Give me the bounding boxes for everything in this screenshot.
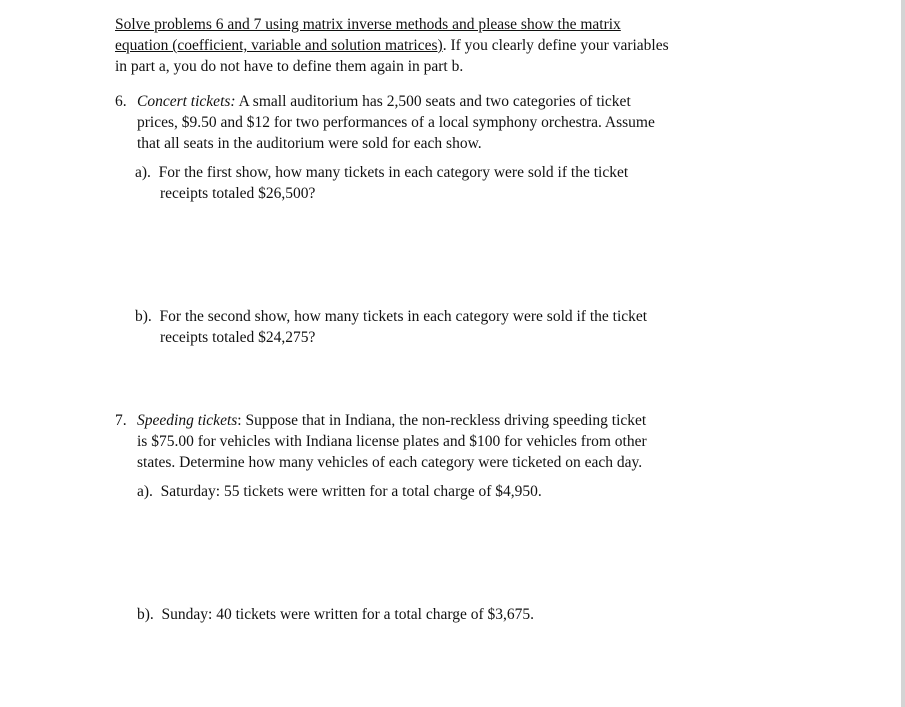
problem-6b-text-1: For the second show, how many tickets in each category were sold if the ticket bbox=[159, 308, 648, 325]
problem-6 bbox=[115, 91, 655, 154]
problem-6b-line-2: receipts totaled $24,275? bbox=[160, 329, 316, 346]
problem-6-text-1: A small auditorium has 2,500 seats and two categories of ticket bbox=[235, 93, 631, 110]
problem-6a-line-1 bbox=[135, 162, 628, 183]
problem-6b-line-1 bbox=[135, 306, 647, 327]
problem-7a-text: Saturday: 55 tickets were written for a total charge of $4,950. bbox=[160, 483, 542, 500]
problem-7-line-2: is $75.00 for vehicles with Indiana license plates and $100 for vehicles from other bbox=[137, 433, 647, 450]
problem-6-line-3: that all seats in the auditorium were sold for each show. bbox=[137, 135, 482, 152]
instructions-underlined-1: Solve problems 6 and 7 using matrix inverse methods and please show the matrix bbox=[115, 16, 621, 33]
instructions-rest: . If you clearly define your variables bbox=[442, 37, 669, 54]
problem-7-line-3: states. Determine how many vehicles of each category were ticketed on each day. bbox=[137, 454, 643, 471]
problem-7b-text: Sunday: 40 tickets were written for a total charge of $3,675. bbox=[161, 606, 535, 623]
problem-7-part-a bbox=[137, 481, 542, 502]
problem-7-title-colon: : bbox=[237, 412, 242, 429]
problem-7-text-1: Suppose that in Indiana, the non-reckless driving speeding ticket bbox=[241, 412, 647, 429]
problem-6-line-1 bbox=[115, 91, 655, 112]
page-edge bbox=[901, 0, 905, 707]
problem-7b-label: b). bbox=[137, 606, 154, 623]
instructions-line-1 bbox=[115, 14, 669, 35]
problem-6-number: 6. bbox=[115, 93, 127, 110]
problem-7-part-b bbox=[137, 604, 534, 625]
instructions-underlined-2: equation (coefficient, variable and solution matrices) bbox=[115, 37, 443, 54]
problem-6b-label: b). bbox=[135, 308, 152, 325]
instructions-line-3: in part a, you do not have to define them again in part b. bbox=[115, 58, 464, 75]
problem-7-number: 7. bbox=[115, 412, 127, 429]
problem-6-line-2: prices, $9.50 and $12 for two performances of a local symphony orchestra. Assume bbox=[137, 114, 655, 131]
problem-6a-line-2: receipts totaled $26,500? bbox=[160, 185, 316, 202]
instructions-line-2 bbox=[115, 35, 669, 56]
instructions bbox=[115, 14, 669, 77]
problem-6a-label: a). bbox=[135, 164, 151, 181]
problem-7 bbox=[115, 410, 647, 473]
problem-6-part-a bbox=[135, 162, 628, 204]
problem-7-line-1 bbox=[115, 410, 647, 431]
problem-7a-label: a). bbox=[137, 483, 153, 500]
problem-6-part-b bbox=[135, 306, 647, 348]
problem-6-title: Concert tickets: bbox=[137, 93, 236, 110]
problem-6a-text-1: For the first show, how many tickets in each category were sold if the ticket bbox=[158, 164, 629, 181]
problem-7-title: Speeding tickets bbox=[137, 412, 238, 429]
